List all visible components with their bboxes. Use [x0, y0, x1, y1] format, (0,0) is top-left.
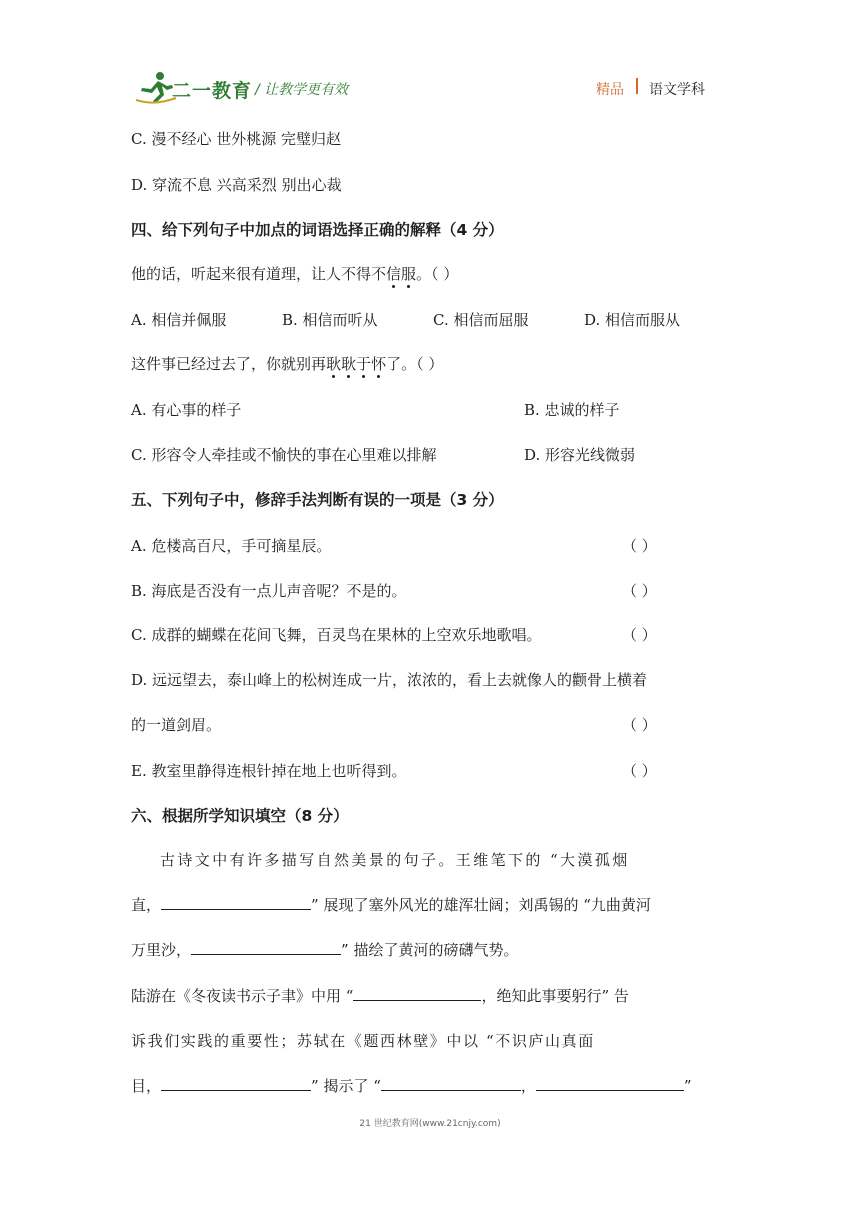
fill-blank-4[interactable] [161, 1076, 311, 1091]
q4-s1-option-d: D. 相信而服从 [584, 311, 681, 329]
q6-text: ” 展现了塞外风光的雄浑壮阔；刘禹锡的 “九曲黄河 [311, 896, 651, 914]
q6-text: ” 描绘了黄河的磅礴气势。 [341, 941, 519, 959]
q5-option-e: E. 教室里静得连根针掉在地上也听得到。 [131, 762, 407, 780]
fill-blank-3[interactable] [353, 986, 481, 1001]
q4-s1-option-a: A. 相信并佩服 [131, 311, 227, 329]
q6-para-line3 [131, 939, 518, 960]
subject-label: 语文学科 [649, 82, 705, 98]
emphasis-dot-char: 服 [401, 265, 417, 283]
emphasis-dot-char: 信 [386, 265, 402, 283]
q6-para-line5: 诉我们实践的重要性；苏轼在《题西林壁》中以 “不识庐山真面 [131, 1032, 595, 1050]
q4-s1-option-c: C. 相信而屈服 [433, 311, 529, 329]
q5-option-a: A. 危楼高百尺，手可摘星辰。 [131, 537, 332, 555]
q4-sentence-1 [131, 263, 458, 284]
q4-title: 四、给下列句子中加点的词语选择正确的解释（4 分） [131, 221, 504, 239]
q5-option-d-line1: D. 远远望去，泰山峰上的松树连成一片，浓浓的，看上去就像人的颧骨上横着 [131, 671, 648, 689]
q4-s2-dotted-word [326, 355, 386, 373]
q6-text: ， [520, 1077, 536, 1095]
q6-text: ，绝知此事要躬行” 告 [481, 987, 629, 1005]
q5-title: 五、下列句子中，修辞手法判断有误的一项是（3 分） [131, 491, 504, 509]
quality-label: 精品 [596, 82, 624, 98]
fill-blank-5[interactable] [381, 1076, 521, 1091]
q5-option-c: C. 成群的蝴蝶在花间飞舞，百灵鸟在果林的上空欢乐地歌唱。 [131, 626, 542, 644]
q4-s2-option-c: C. 形容令人牵挂或不愉快的事在心里难以排解 [131, 446, 437, 464]
q6-text: ” 揭示了 “ [311, 1077, 381, 1095]
q6-text: 直， [131, 896, 162, 914]
q6-title: 六、根据所学知识填空（8 分） [131, 807, 349, 825]
emphasis-dot-char: 耿 [341, 355, 357, 373]
q4-s2-option-d: D. 形容光线微弱 [524, 446, 636, 464]
q5-answer-blank-e[interactable]: （ ） [622, 762, 657, 780]
q6-para-line1: 古诗文中有许多描写自然美景的句子。王维笔下的 “大漠孤烟 [160, 851, 630, 869]
q5-answer-blank-b[interactable]: （ ） [622, 582, 657, 600]
q6-para-line2 [131, 894, 651, 915]
q5-answer-blank-d[interactable]: （ ） [622, 716, 657, 734]
q3-option-c: C. 漫不经心 世外桃源 完璧归赵 [131, 130, 342, 148]
q3-option-d: D. 穿流不息 兴高采烈 别出心裁 [131, 176, 342, 194]
q5-answer-blank-a[interactable]: （ ） [622, 537, 657, 555]
fill-blank-1[interactable] [161, 895, 311, 910]
emphasis-dot-char: 怀 [371, 355, 387, 373]
q4-s2-after: 了。（ ） [386, 355, 444, 373]
q6-text: 陆游在《冬夜读书示子聿》中用 “ [131, 987, 354, 1005]
q4-s1-after: 。（ ） [416, 265, 459, 283]
fill-blank-6[interactable] [536, 1076, 684, 1091]
q6-text: ” [683, 1077, 692, 1095]
q4-s1-dotted-word [386, 265, 416, 283]
q5-answer-blank-c[interactable]: （ ） [622, 626, 657, 644]
q5-option-b: B. 海底是否没有一点儿声音呢？不是的。 [131, 582, 407, 600]
footer-source: 21 世纪教育网(www.21cnjy.com) [359, 1119, 501, 1129]
header-divider [636, 78, 638, 94]
q4-s1-option-b: B. 相信而听从 [282, 311, 378, 329]
q4-sentence-2 [131, 353, 443, 374]
q6-para-line4 [131, 985, 629, 1006]
brand-logo-text: 二一教育 [172, 80, 253, 102]
q4-s2-before: 这件事已经过去了，你就别再 [131, 355, 327, 373]
q5-option-d-line2: 的一道剑眉。 [131, 716, 222, 734]
slogan: / 让教学更有效 [255, 82, 349, 98]
fill-blank-2[interactable] [191, 940, 341, 955]
q4-s2-option-a: A. 有心事的样子 [131, 401, 242, 419]
q4-s1-before: 他的话，听起来很有道理，让人不得不 [131, 265, 387, 283]
emphasis-dot-char: 于 [356, 355, 372, 373]
q6-text: 目， [131, 1077, 162, 1095]
emphasis-dot-char: 耿 [326, 355, 342, 373]
q6-para-line6 [131, 1075, 692, 1096]
q6-text: 万里沙， [131, 941, 192, 959]
q4-s2-option-b: B. 忠诚的样子 [524, 401, 620, 419]
runner-logo-icon [136, 70, 176, 104]
